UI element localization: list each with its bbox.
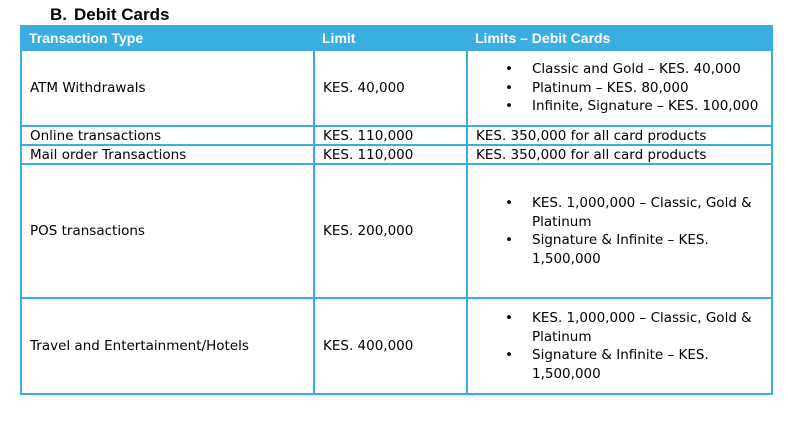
card-limits-list [476,194,763,268]
list-item: • Platinum – KES. 80,000 [532,79,763,98]
limit-cell: KES. 200,000 [314,164,467,298]
card-limits-cell [467,164,772,298]
list-item: • Classic and Gold – KES. 40,000 [532,60,763,79]
transaction-type-cell: Mail order Transactions [21,145,314,164]
transaction-type-cell: POS transactions [21,164,314,298]
transaction-type-cell: ATM Withdrawals [21,50,314,126]
list-item: • KES. 1,000,000 – Classic, Gold & Platinum [532,309,763,346]
section-letter: B. [50,5,67,24]
table-row [21,164,772,298]
table-row [21,50,772,126]
list-item: • Infinite, Signature – KES. 100,000 [532,97,763,116]
section-heading [50,5,169,25]
header-transaction-type: Transaction Type [21,26,314,50]
list-item: • Signature & Infinite – KES. 1,500,000 [532,231,763,268]
table-row [21,298,772,394]
card-limits-list [476,60,763,116]
limit-cell: KES. 110,000 [314,126,467,145]
card-limits-list [476,309,763,383]
table-row [21,145,772,164]
header-limit: Limit [314,26,467,50]
table-row [21,126,772,145]
header-card-limits: Limits – Debit Cards [467,26,772,50]
transaction-type-cell: Travel and Entertainment/Hotels [21,298,314,394]
card-limits-cell: KES. 350,000 for all card products [467,145,772,164]
list-item: • KES. 1,000,000 – Classic, Gold & Platinum [532,194,763,231]
debit-card-limits-table [20,25,773,395]
card-limits-cell: KES. 350,000 for all card products [467,126,772,145]
table-header-row [21,26,772,50]
card-limits-cell [467,50,772,126]
transaction-type-cell: Online transactions [21,126,314,145]
card-limits-cell [467,298,772,394]
list-item: • Signature & Infinite – KES. 1,500,000 [532,346,763,383]
limit-cell: KES. 40,000 [314,50,467,126]
limit-cell: KES. 400,000 [314,298,467,394]
limit-cell: KES. 110,000 [314,145,467,164]
section-title: Debit Cards [74,5,170,24]
